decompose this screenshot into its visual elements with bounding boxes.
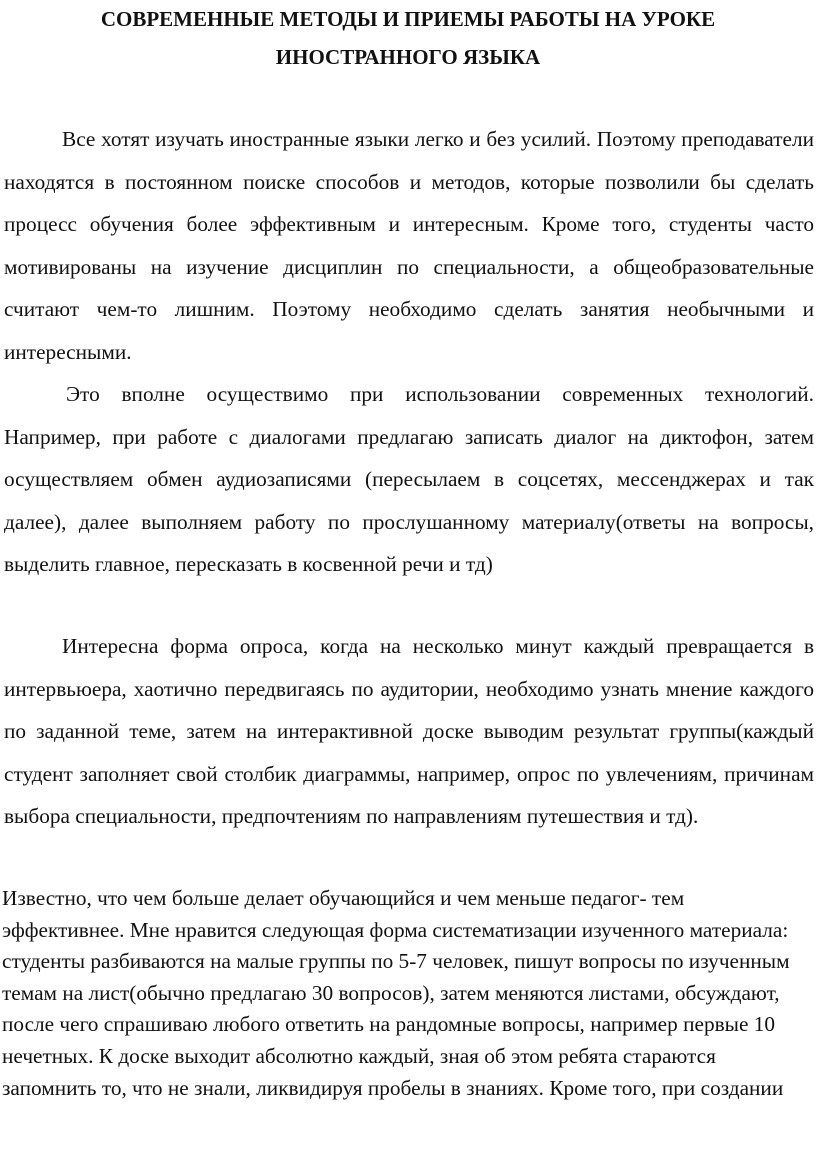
paragraph-3: Интересна форма опроса, когда на несколько минут каждый превращается в интервьюера, хаотично передвигаясь по аудитории, необходимо узнать мнение каждого по заданной теме, затем на интерактивной доске выводим результат группы(каждый студент заполняет свой столбик диаграммы, например, опрос по увлечениям, причинам выбора специальности, предпочтениям по направлениям путешествия и тд). bbox=[4, 634, 814, 828]
document-title-line-2: ИНОСТРАННОГО ЯЗЫКА bbox=[275, 45, 541, 69]
paragraph-2: Это вполне осуществимо при использовании современных технологий. Например, при работе с диалогами предлагаю записать диалог на диктофон, затем осуществляем обмен аудиозаписями (пересылаем в соцсетях, мессенджерах и так далее), далее выполняем работу по прослушанному материалу(ответы на вопросы, выделить главное, пересказать в косвенной речи и тд) bbox=[4, 382, 814, 576]
paragraph-1: Все хотят изучать иностранные языки легко и без усилий. Поэтому преподаватели находятся в постоянном поиске способов и методов, которые позволили бы сделать процесс обучения более эффективным и интересным. Кроме того, студенты часто мотивированы на изучение дисциплин по специальности, а общеобразовательные считают чем-то лишним. Поэтому необходимо сделать занятия необычными и интересными. bbox=[4, 127, 814, 364]
paragraph-4: Известно, что чем больше делает обучающийся и чем меньше педагог- тем эффективнее. Мне нравится следующая форма систематизации изученного материала: студенты разбиваются на малые группы по 5-7 человек, пишут вопросы по изученным темам на лист(обычно предлагаю 30 вопросов), затем меняются листами, обсуждают, после чего спрашиваю любого ответить на рандомные вопросы, например первые 10 нечетных. К доске выходит абсолютно каждый, зная об этом ребята стараются запомнить то, что не знали, ликвидируя пробелы в знаниях. Кроме того, при создании bbox=[2, 886, 790, 1100]
document-title-line-1: СОВРЕМЕННЫЕ МЕТОДЫ И ПРИЕМЫ РАБОТЫ НА УРОКЕ bbox=[100, 7, 716, 31]
